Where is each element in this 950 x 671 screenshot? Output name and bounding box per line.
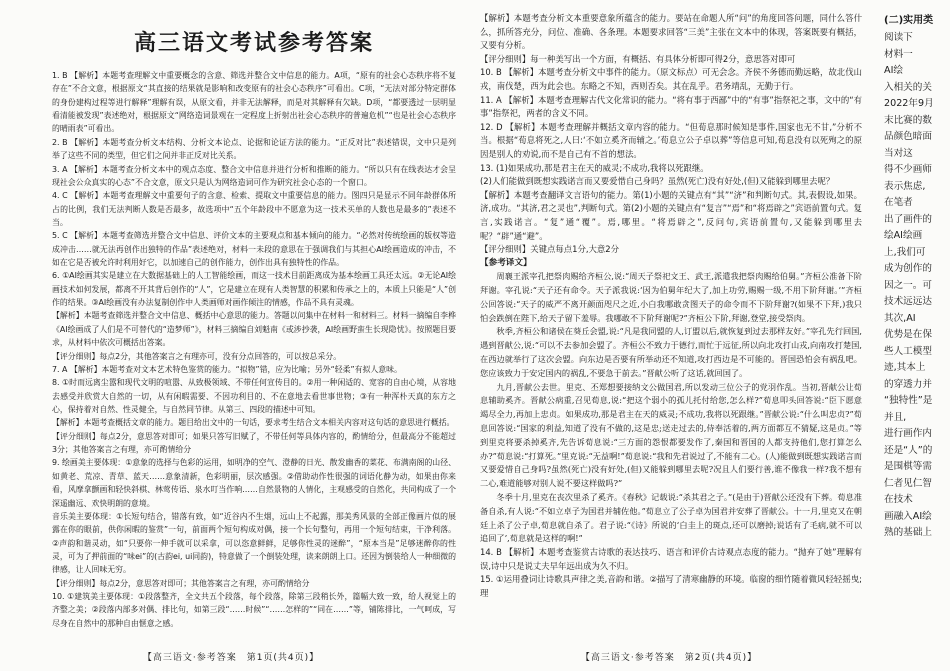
- section-heading: 【参考译文】: [480, 257, 532, 268]
- translation-paragraph: 秋季,齐桓公和诸侯在葵丘会盟,说:“凡是我同盟的人,订盟以后,就恢复到过去那样友好。”宰孔先行回国,遇到晋献公,说:“可以不去参加会盟了。齐桓公不致力于德行,而忙于远征,所以向北攻打山戎,向南攻打楚国,在西边就举行了这次会盟。向东边是否要有所举动还不知道,攻打西边是不可能的。晋国恐怕会有祸乱吧。您应该致力于安定国内的祸乱,不要急于前去。”晋献公听了这话,就回国了。: [480, 326, 862, 378]
- text-line: 当对这: [884, 147, 913, 159]
- page-3-partial: [874, 0, 950, 671]
- answer-paragraph: 14. B 【解析】本题考查鉴赏古诗歌的表达技巧、语言和评价古诗观点态度的能力。“抛弃了她”理解有误,诗中只是说丈夫早年远出成为久不归。: [480, 547, 862, 571]
- section-heading: (二)实用类: [884, 15, 934, 26]
- text-line: 是围棋等需: [884, 461, 932, 472]
- answer-paragraph: 4. C 【解析】本题考查理解文中重要句子的含意、检索、提取文中重要信息的能力。图四只是显示不同年龄群体所占的比例，我们无法判断人数是否最多，故选项中“五个年龄段中不愿意为这一技术买单的人数也是最多的”表述不当。: [52, 191, 456, 227]
- answer-paragraph: 10. ①建筑美主要体现：①段落整齐，全文共五个段落，每个段落，除第三段稍长外，篇幅大致一致，给人视觉上的齐整之美；②段落内部多对偶、排比句，如第三段“……时候”“……怎样的”“同在……”等，铺陈排比，一气呵成，写尽身在自然中的那种自由惬意之感。: [52, 592, 456, 628]
- answer-paragraph: 10. B 【解析】本题考查分析文中事件的能力。（原文标点）可无会念。齐侯不务德而勤远略，故北伐山戎，南伐楚，西为此会也。东略之不知，西则否矣。其在乱乎。君务靖乱，无勤于行。: [480, 67, 862, 91]
- text-line: 在笔者: [884, 197, 913, 208]
- page-3-lines: [884, 30, 950, 542]
- answer-paragraph: 7. A 【解析】本题考查对文本艺术特色鉴赏的能力。“拟物”错，应为比喻；另外“轻柔”有拟人意味。: [52, 364, 402, 374]
- text-line: 表示焦虑,: [884, 180, 926, 192]
- text-line: 迹,其本上: [884, 362, 926, 373]
- text-line: 技术远远达: [884, 296, 932, 307]
- answer-paragraph: 6. ①AI绘画其实是建立在大数据基础上的人工智能绘画，而这一技术目前距离成为基本绘画工具还太远。②无论AI绘画技术如何发展，都离不开其背后创作的“人”，它是建立在现有人类智慧的积累和传承之上的，本质上只能是“人”创作的结果。③AI绘画没有办法复制创作中人类画师对画作倾注的情感，作品不具有灵魂。: [52, 271, 456, 308]
- text-line: 入相关的关: [884, 81, 932, 93]
- translation-paragraph: 九月,晋献公去世。里克、丕郑想要接纳文公做国君,所以发动三位公子的党羽作乱。当初,晋献公让荀息辅助奚齐。晋献公病重,召见荀息,说:“把这个弱小的孤儿托付给您,怎么样?”荀息叩头回答说:“臣下愿意竭尽全力,再加上忠贞。如果成功,那是君主在天的威灵;不成功,我将以死跟继。”晋献公说:“什么叫忠贞?”荀息回答说:“国家的利益,知道了没有不做的,这是忠;送走过去的,侍奉活着的,两方面都互不猜疑,这是贞。”等到里克将要杀掉奚齐,先告诉荀息说:“三方面的怨恨都要发作了,秦国和晋国的人都支持他们,您打算怎么办?”荀息说:“打算死。”里克说:“无益啊!”荀息说:“我和先君说过了,不能有二心。(人)能做到既想实践诺言而又要爱惜自己身吗?虽然(死亡)没有好处,(但)又能躲到哪里去呢?况且人们要行善,谁不像我一样?我不想有二心,难道能够对别人说不要这样做吗?”: [480, 381, 862, 489]
- answer-paragraph: 12. D 【解析】本题考查理解并概括文章内容的能力。“但荀息那时候知是事件,国家也无不甘,”分析不当。根据“荀息将死之,人曰:‘不如立奚齐而辅之。’荀息立公子卓以葬”等信息可知,荀息没有以死殉之的原因是别人的劝说,而不是自己有不首的想法。: [480, 121, 862, 159]
- text-line: 些人工模型: [884, 345, 932, 357]
- text-line: 还是“人”的: [884, 444, 933, 456]
- text-line: 其次,AI: [884, 312, 916, 324]
- text-line: 出了画件的: [884, 213, 932, 225]
- translation-paragraph: 冬季十月,里克在丧次里杀了奚齐。《春秋》记载说:“杀其君之子。”(是由于)晋献公还没有下葬。荀息准备自杀,有人说:“不如立卓子为国君并辅佐他。”荀息立了公子卓为国君并安葬了晋献公。十一月,里克又在朝廷上杀了公子卓,荀息就自杀了。君子说:“《诗》所说的‘白圭上的斑点,还可以磨掉;说话有了毛病,就不可以追回了’,荀息就是这样的啊!”: [480, 492, 862, 544]
- answer-paragraph: 9. 绘画美主要体现：①意象的选择与色彩的运用，如明净的空气、澄静的日光、散发幽香的菜花、布满南阁的山径、如黄老、荒凉、青草、蓝天……意象清新，色彩明丽，层次感强。②借助动作性很强的词语化静为动，如果由你来看，风摩拿颤画和轻快斜棋、林莺传语、泉水叮当作响……自然景物的人情化，主观感受的自然化，共同构成了一个深遥幽远、欢快明朗的意境。: [52, 458, 456, 508]
- page-footer: 【高三语文·参考答案 第1页(共4页)】: [142, 653, 320, 663]
- answer-paragraph: 【解析】本题考查概括文章的能力。题目给出文中的一句话，要求考生结合文本相关内容对这句话的意思进行概括。: [52, 418, 455, 428]
- page-footer: 【高三语文·参考答案 第2页(共4页)】: [580, 653, 758, 663]
- top-spacer: [480, 0, 862, 12]
- text-line: AI绘: [884, 65, 903, 76]
- answer-paragraph: 【评分细则】每点2分，其他答案言之有理亦可，没有分点回答的，可以按总采分。: [52, 351, 342, 361]
- answer-paragraph: 1. B 【解析】本题考查理解文中重要概念的含意、筛选并整合文中信息的能力。A项，“原有的社会心态秩序将不复存在”不合文意，根据原文“其直接的结果就是影响和改变原有的社会心态秩序”可看出。C项，“无法对部分特定群体的身份建构过程等进行解释”理解有误，从原文看，并非无法解释，而是对其解释有欠缺。D项，“都要透过一层明显看清能被发现”表述绝对，根据原文“网络造词景观在一定程度上折射出社会心态秩序的普遍危机”“也是社会心态秩序的晴雨表”可看出。: [52, 71, 456, 134]
- text-line: 末比赛的数: [884, 114, 932, 126]
- answer-paragraph: 【解析】本题考查翻译文言语句的能力。第(1)小题的关键点有“其”“济”和判断句式。其,表假设,如果。济,成功。“其济,君之灵也”,判断句式。第(2)小题的关键点有“复言”“焉”和“将焉辟之”宾语前置句式。复言,实践诺言。“复”通“覆”。焉,哪里。“将焉辟之”,反问句,宾语前置句,又能躲到哪里去呢？“辟”通“避”。: [480, 189, 862, 241]
- text-line: 进行画作内: [884, 428, 932, 439]
- text-line: 画融入AI绘: [884, 510, 932, 522]
- text-line: 在技术: [884, 494, 913, 505]
- text-line: 得不少画师: [884, 164, 932, 175]
- answer-paragraph: 【解析】本题考查分析文本重要意象所蕴含的能力。要站在命题人所“问”的角度回答问题，同什么答什么，抓所答充分，问位、准确、各条理。本题要求回答“三美”主张在文本中的体现，答案既要有概括，又要有分析。: [480, 13, 862, 51]
- text-line: 因之一。可: [884, 279, 932, 291]
- answer-paragraph: 15. ①运用叠词让诗歌具声律之美,音韵和谐。②描写了清寒幽静的环境。临窗的细竹随着微风轻轻摇曳;理: [480, 574, 862, 598]
- answer-paragraph: 【评分细则】每一种美写出一个方面，有概括、有具体分析即可得2分，意思答对即可: [480, 53, 796, 64]
- answer-paragraph: 【评分细则】关键点每点1分,大意2分: [480, 244, 619, 255]
- page-title: 高三语文考试参考答案: [133, 30, 374, 56]
- text-line: 优势是在保: [884, 329, 932, 340]
- page-1-body: [52, 69, 456, 630]
- text-line: 熟的基础上: [884, 527, 932, 538]
- page-1: [0, 0, 462, 671]
- answer-paragraph: 2. B 【解析】本题考查分析文本结构、分析文本论点、论据和论证方法的能力。“正反对比”表述错误，文中只是列举了这些不同的类型，但它们之间并非正反对比关系。: [52, 137, 456, 161]
- top-note: [884, 0, 950, 8]
- page-2-body: [480, 12, 862, 601]
- page-2: [472, 0, 866, 671]
- text-line: 并且,: [884, 411, 907, 423]
- translation-paragraph: 周襄王派宰孔把祭肉赐给齐桓公,说:“周天子祭祀文王、武王,派遣我把祭肉赐给伯舅。”齐桓公准备下阶拜谢。宰孔说:“天子还有命令。天子派我说:‘因为伯舅年纪大了,加上功劳,赐赐一级,不用下阶拜谢。’”齐桓公回答说:“天子的威严不离开颜面咫尺之近,小白我哪敢贪图天子的命令而不下阶拜谢?(如果不下拜,)我只怕会跌倒在陛下,给天子留下羞辱。我哪敢不下阶拜谢呢?”齐桓公下阶,拜谢,登堂,接受祭肉。: [480, 271, 862, 323]
- answer-paragraph: (2)人们能做到既想实践诺言而又要爱惜自己身吗？虽然(死亡)没有好处,(但)又能躲到哪里去呢？: [480, 176, 835, 187]
- text-line: 材料一: [884, 48, 913, 60]
- text-line: 上,我们可: [884, 246, 926, 258]
- answer-paragraph: 音乐美主要体现：①长短句结合，错落有致，如“近谷内不生烟，远山上不起露，那美秀风景的全部正像画片似的展露在你的眼前，供你闲暇的鉴赏”一句，前面两个短句构成对偶，接一个长句整句，再用一个短句结束，干净利落。②声韵和谐灵动，如“只要你一伸手就可以采拿，可以恣意鲜鲜，足够你性灵的迷醉”，“原本当是”足够迷醉你的性灵，可为了押前面的“味ei”的(古韵ei, ui同韵)，特意做了一个倒装处理，读来朗朗上口。还因为倒装给人一种细微的律感，让人回味无穷。: [52, 511, 456, 575]
- text-line: 的穿透力并: [884, 378, 932, 390]
- answer-paragraph: 【解析】本题考查筛选并整合文中信息、概括中心意思的能力。答题以问集中在材料一和材料三。材料一摘编自李桦《AI绘画成了人们是不可替代的“造梦师”》，材料三摘编自刘魁南《或涉抄袭，AI绘画野蛮生长现隐忧》。按照题目要求，从材料中依次可概括出答案。: [52, 311, 456, 348]
- answer-paragraph: 3. A 【解析】本题考查分析文本中的观点态度、整合文中信息并进行分析和推断的能力。“所以只有在线表达才会呈现社会公众真实的心态”不合文意，原文只是认为网络造词可作为研究社会心态的一个窗口。: [52, 164, 456, 187]
- text-line: 绘AI绘画: [884, 230, 923, 241]
- text-line: 2022年9月: [884, 98, 934, 109]
- answer-paragraph: 【评分细则】每点2分，意思答对即可；如果只答写旧赋了，不带任何等具体内容的，酌情给分，但最高分不能超过3分；其他答案言之有理，亦可酌情给分: [52, 431, 456, 455]
- answer-paragraph: 【评分细则】每点2分，意思答对即可；其他答案言之有理，亦可酌情给分: [52, 578, 310, 588]
- text-line: 阅读下: [884, 32, 913, 43]
- text-line: 品颜色暗面: [884, 131, 932, 142]
- text-line: “独特性”是: [884, 395, 933, 406]
- answer-paragraph: 13. (1)如果成功,那是君主在天的威灵;不成功,我将以死跟继。: [480, 162, 709, 173]
- answer-paragraph: 11. A 【解析】本题考查理解古代文化常识的能力。“将有事于西鄙”中的“有事”指祭祀之事，文中的“有事”指祭祀，两者的含义不同。: [480, 94, 862, 119]
- answer-paragraph: 8. ①时而远离尘嚣和现代文明的喧嚣、从致极领域、不带任何宣传目的。②用一种闲适的、宽容的自由心境，从容地去感受并欣赏大自然的一切，从有闲暇需要、不因功利目的、不在意地去看世事世物；③有一种浑朴天真的东方之心，保持着对自然、性灵健全，与自然同节律。从第三、四段的描述中可知。: [52, 378, 456, 414]
- text-line: 仁者见仁智: [884, 477, 932, 489]
- answer-paragraph: 5. C 【解析】本题考查筛选并整合文中信息、评价文本的主要观点和基本倾向的能力。“必然对传统绘画的版权等造成冲击……就无法再创作出独特的作品”表述绝对，材料一未段的意思在于强调我们与其担心AI绘画造成的冲击，不如在它是否被允许时利用好它，以加速自己的创作能力，创作出具有独特性的作品。: [52, 231, 456, 268]
- text-line: 成为创作的: [884, 263, 932, 274]
